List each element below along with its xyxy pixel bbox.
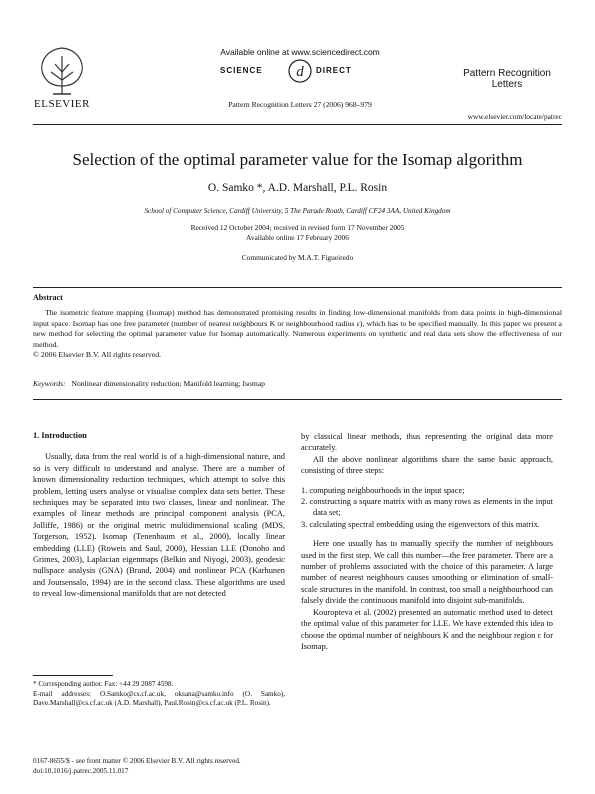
footnote-rule bbox=[33, 675, 113, 676]
corresponding-author: * Corresponding author. Fax: +44 29 2087 4598. bbox=[33, 680, 174, 688]
abstract-heading: Abstract bbox=[33, 293, 63, 302]
sciencedirect-logo bbox=[210, 58, 390, 84]
steps-list-item: 2. constructing a square matrix with as many rows as elements in the input data set; bbox=[301, 497, 553, 518]
affiliation: School of Computer Science, Cardiff University, 5 The Parade Roath, Cardiff CF24 3AA, United Kingdom bbox=[144, 207, 451, 215]
intro-paragraph-3: Here one usually has to manually specify the number of neighbours used in the first step. We call this number—the free parameter. There are a number of problems associated with the choice of this parameter. A large number of nearest neighbours causes smoothing or elimination of small-scale structures in the manifold. In contrast, too small a neighbourhood can falsely divide the continuous manifold into disjoint sub-manifolds. bbox=[301, 539, 553, 606]
section-heading-introduction: 1. Introduction bbox=[33, 431, 87, 440]
issn-line: 0167-8655/$ - see front matter © 2006 Elsevier B.V. All rights reserved. bbox=[33, 757, 241, 765]
footer bbox=[33, 757, 333, 776]
received-dates: Received 12 October 2004; received in revised form 17 November 2005 bbox=[190, 223, 405, 232]
email-addresses[interactable]: E-mail addresses: O.Samko@cs.cf.ac.uk, oksana@samko.info (O. Samko), Dave.Marshall@cs.cf.ac.uk (A.D. Marshall), Paul.Rosin@cs.cf.ac.uk (P.L. Rosin). bbox=[33, 689, 285, 708]
elsevier-tree-icon bbox=[33, 42, 91, 98]
steps-list-item: 3. calculating spectral embedding using the eigenvectors of this matrix. bbox=[301, 519, 540, 529]
abstract-bottom-rule bbox=[33, 399, 562, 400]
intro-paragraph-1-continued: by classical linear methods, thus representing the original data more accurately. bbox=[301, 432, 553, 453]
svg-text:d: d bbox=[296, 64, 304, 80]
journal-citation: Pattern Recognition Letters 27 (2006) 968–979 bbox=[228, 100, 372, 109]
doi-line[interactable]: doi:10.1016/j.patrec.2005.11.017 bbox=[33, 766, 129, 775]
sciencedirect-wordmark-left: SCIENCE bbox=[220, 66, 263, 75]
intro-paragraph-2: All the above nonlinear algorithms share the same basic approach, consisting of three steps: bbox=[301, 454, 553, 476]
journal-logo bbox=[452, 68, 562, 90]
abstract-copyright: © 2006 Elsevier B.V. All rights reserved. bbox=[33, 350, 162, 360]
communicated-by: Communicated by M.A.T. Figueiredo bbox=[241, 253, 354, 262]
publisher-name: ELSEVIER bbox=[34, 98, 90, 110]
abstract-text: The isometric feature mapping (Isomap) method has demonstrated promising results in finding low-dimensional manifolds from data points in high-dimensional input space. Isomap has one free parameter (number of nearest neighbours K or neighbourhood radius ε), which has to be specified manually. In this paper we present a new method for selecting the optimal parameter value for Isomap automatically. Numerous experiments on synthetic and real data sets show the effectiveness of our method. bbox=[33, 308, 562, 349]
journal-url[interactable]: www.elsevier.com/locate/patrec bbox=[467, 112, 562, 121]
masthead-rule bbox=[33, 124, 562, 125]
journal-logo-line1: Pattern Recognition bbox=[463, 68, 551, 79]
footnote bbox=[33, 680, 285, 709]
article-title: Selection of the optimal parameter value for the Isomap algorithm bbox=[72, 150, 523, 169]
available-date: Available online 17 February 2006 bbox=[246, 233, 349, 242]
intro-paragraph-1: Usually, data from the real world is of a high-dimensional nature, and so is very difficult to understand and analyse. There are a number of known dimensionality reduction techniques, which attempt to solve this problem, letting users analyse or visualise complex data sets better. These techniques may be separated into two classes, linear and nonlinear. The examples of linear methods are principal component analysis (PCA, Jolliffe, 1986) or the original metric multidimensional scaling (MDS, Torgerson, 1952). Isomap (Tenenbaum et al., 2000), locally linear embedding (LLE) (Roweis and Saul, 2000), Hessian LLE (Donoho and Grimes, 2003), Laplacian eigenmaps (Belkin and Niyogi, 2003), geodesic nullspace analysis (GNA) (Brand, 2004) and nonlinear PCA (Karhunen and Joutsensalo, 1994) are in the second class. These algorithms are used to reveal low-dimensional manifolds that are not detected bbox=[33, 452, 285, 599]
right-column bbox=[301, 431, 553, 652]
sciencedirect-wordmark-right: DIRECT bbox=[316, 66, 352, 75]
journal-logo-line2: Letters bbox=[491, 79, 523, 90]
steps-list-item: 1. computing neighbourhoods in the input space; bbox=[301, 485, 465, 495]
steps-list bbox=[301, 485, 553, 531]
keywords-label: Keywords: bbox=[33, 379, 66, 388]
available-online-text[interactable]: Available online at www.sciencedirect.com bbox=[220, 47, 380, 57]
authors: O. Samko *, A.D. Marshall, P.L. Rosin bbox=[207, 182, 388, 194]
abstract-body bbox=[33, 308, 562, 361]
keywords bbox=[33, 379, 562, 388]
keywords-text: Nonlinear dimensionality reduction; Manifold learning; Isomap bbox=[71, 379, 265, 388]
left-column bbox=[33, 430, 285, 600]
abstract-top-rule bbox=[33, 287, 562, 288]
intro-paragraph-4: Kouropteva et al. (2002) presented an automatic method used to detect the optimal value of this parameter for LLE. We have extended this idea to choose the optimal number of neighbours K and the neighbour region ε for Isomap. bbox=[301, 607, 553, 651]
elsevier-logo bbox=[33, 42, 91, 110]
